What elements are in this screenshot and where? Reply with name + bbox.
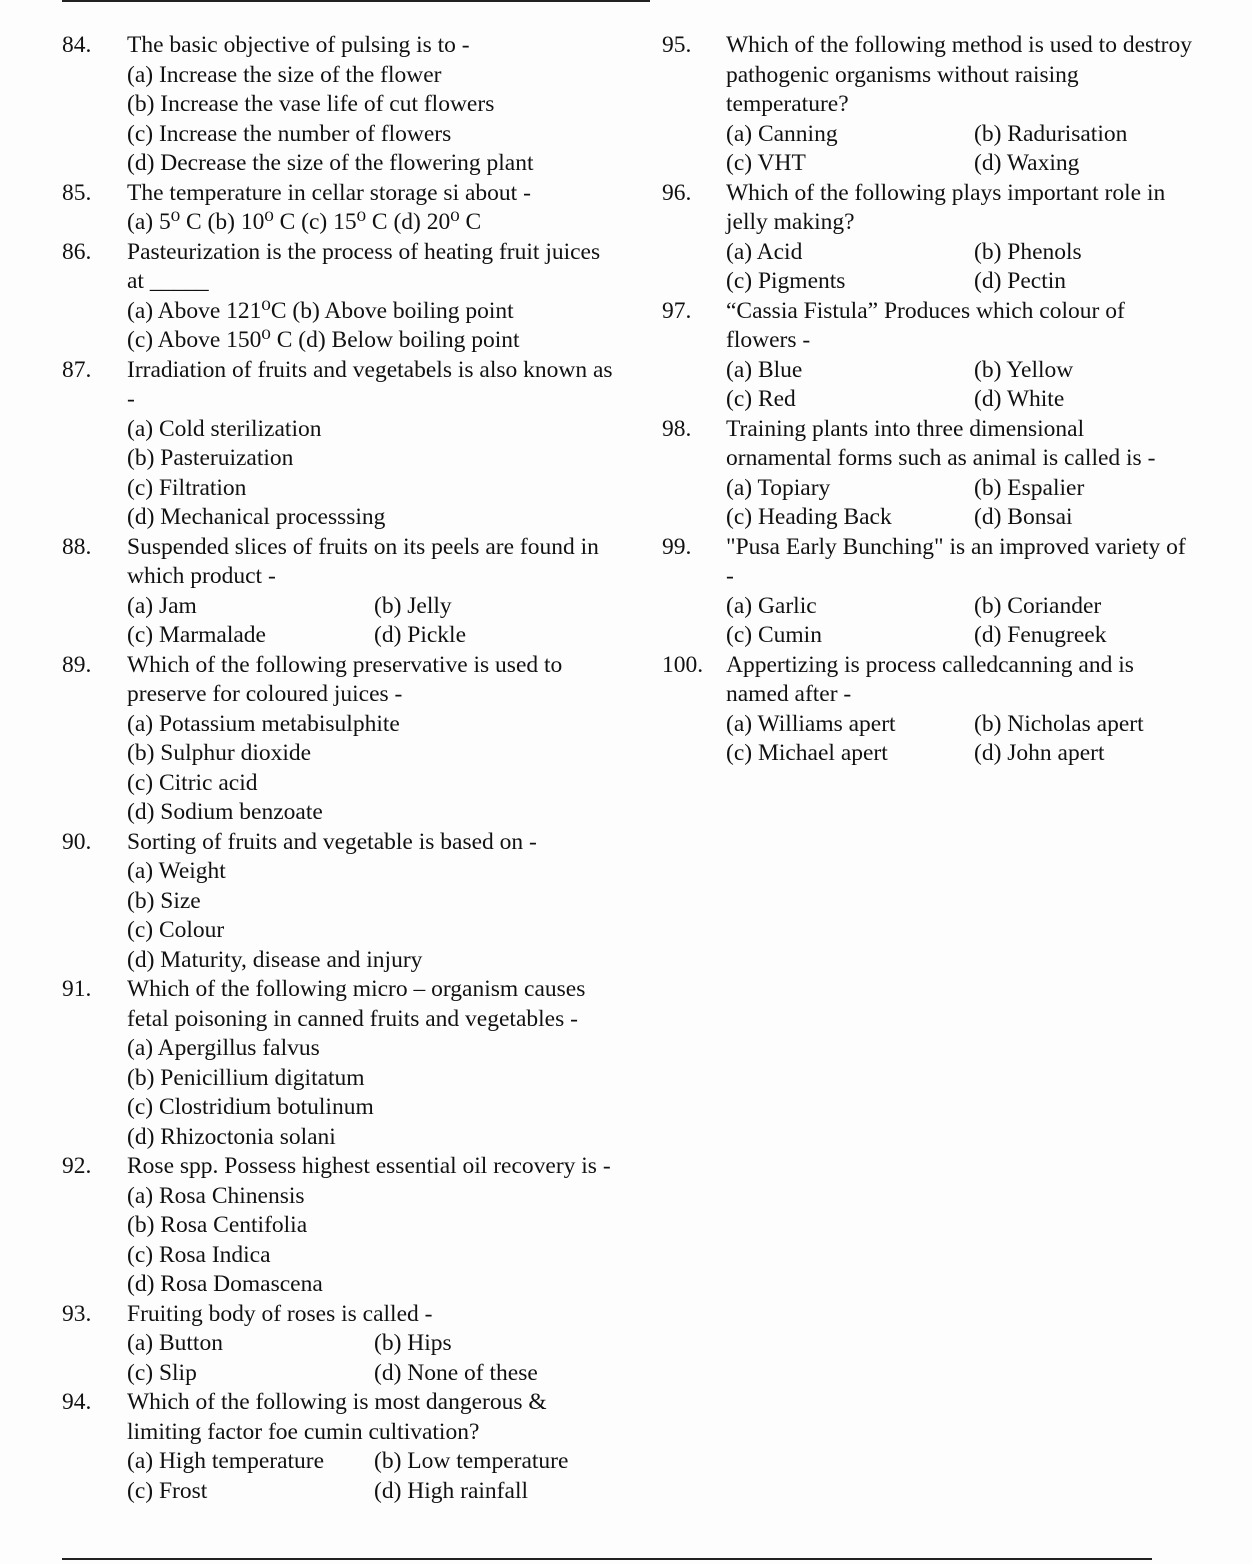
option-d: (d) Fenugreek	[974, 622, 1107, 648]
question-text: Which of the following plays important role in jelly making?	[726, 179, 1166, 235]
question-number: 92.	[62, 1153, 92, 1179]
left-column	[62, 31, 622, 1506]
question-number: 86.	[62, 238, 92, 265]
question-number: 99.	[662, 533, 692, 560]
question-number: 96.	[662, 179, 692, 206]
option-b: (b) Coriander	[974, 592, 1102, 619]
question-text: "Pusa Early Bunching" is an improved variety of -	[726, 533, 1186, 589]
question-text: Suspended slices of fruits on its peels are found in which product -	[127, 533, 599, 589]
question-text: Which of the following is most dangerous & limiting factor foe cumin cultivation?	[127, 1389, 547, 1445]
question-91	[62, 975, 622, 1152]
option-c: (c) Heading Back	[726, 504, 892, 530]
option-c: (c) Cumin	[726, 622, 822, 648]
option-c: (c) Colour	[127, 917, 225, 943]
question-text: The basic objective of pulsing is to -	[127, 32, 470, 58]
question-text: Irradiation of fruits and vegetabels is also known as -	[127, 356, 613, 412]
option-b: (b) Rosa Centifolia	[127, 1212, 308, 1238]
option-b: (b) Low temperature	[374, 1448, 569, 1474]
option-c: (c) VHT	[726, 150, 806, 176]
question-87	[62, 356, 622, 533]
option-b: (b) Increase the vase life of cut flowers	[127, 91, 495, 117]
option-a: (a) Cold sterilization	[127, 415, 322, 442]
option-b: (b) Penicillium digitatum	[127, 1064, 365, 1091]
option-c: (c) Increase the number of flowers	[127, 120, 452, 147]
option-d: (d) Mechanical processsing	[127, 504, 386, 530]
option-a: (a) Garlic	[726, 592, 817, 619]
question-number: 87.	[62, 356, 92, 383]
question-text: “Cassia Fistula” Produces which colour of flowers -	[726, 297, 1125, 353]
option-a: (a) Topiary	[726, 474, 831, 501]
option-c: (c) Filtration	[127, 474, 247, 501]
option-a: (a) Williams apert	[726, 710, 896, 737]
option-b: (b) Nicholas apert	[974, 710, 1144, 737]
option-a: (a) Jam	[127, 592, 197, 619]
option-d: (d) John apert	[974, 740, 1105, 766]
option-a: (a) Apergillus falvus	[127, 1035, 320, 1061]
question-number: 85.	[62, 179, 92, 206]
question-text: Appertizing is process calledcanning and is named after -	[726, 651, 1134, 707]
question-text: Sorting of fruits and vegetable is based on -	[127, 828, 537, 855]
question-94	[62, 1388, 622, 1506]
question-number: 84.	[62, 32, 92, 58]
option-a: (a) Canning	[726, 120, 838, 147]
option-a: (a) Weight	[127, 858, 226, 884]
option-c: (c) Red	[726, 386, 796, 412]
option-a: (a) Button	[127, 1330, 223, 1356]
options-line: (a) 5⁰ C (b) 10⁰ C (c) 15⁰ C (d) 20⁰ C	[127, 209, 482, 235]
option-d: (d) Decrease the size of the flowering plant	[127, 150, 534, 176]
option-a: (a) Blue	[726, 356, 803, 383]
question-88	[62, 533, 622, 651]
option-d: (d) Sodium benzoate	[127, 799, 323, 825]
option-b: (b) Phenols	[974, 238, 1082, 265]
question-number: 97.	[662, 297, 692, 324]
question-93	[62, 1300, 622, 1389]
option-c-d: (c) Above 150⁰ C (d) Below boiling point	[127, 327, 520, 353]
option-c: (c) Michael apert	[726, 740, 888, 766]
option-a: (a) Acid	[726, 238, 803, 265]
question-number: 90.	[62, 828, 92, 855]
question-number: 89.	[62, 651, 92, 678]
question-text: Pasteurization is the process of heating fruit juices at _____	[127, 238, 601, 294]
question-90	[62, 828, 622, 976]
option-d: (d) Rosa Domascena	[127, 1271, 323, 1297]
option-a: (a) Increase the size of the flower	[127, 61, 442, 88]
question-84	[62, 31, 622, 179]
option-d: (d) Pickle	[374, 622, 467, 648]
option-a: (a) Rosa Chinensis	[127, 1182, 305, 1209]
option-b: (b) Espalier	[974, 474, 1085, 501]
option-d: (d) Waxing	[974, 150, 1080, 176]
option-d: (d) Rhizoctonia solani	[127, 1123, 336, 1150]
question-98	[662, 415, 1192, 533]
question-text: Which of the following preservative is used to preserve for coloured juices -	[127, 651, 563, 707]
question-96	[662, 179, 1192, 297]
question-89	[62, 651, 622, 828]
right-column	[662, 31, 1192, 769]
question-95	[662, 31, 1192, 179]
option-b: (b) Jelly	[374, 592, 452, 619]
option-b: (b) Size	[127, 887, 201, 914]
question-number: 93.	[62, 1300, 92, 1327]
question-86	[62, 238, 622, 356]
question-97	[662, 297, 1192, 415]
question-85	[62, 179, 622, 238]
option-c: (c) Citric acid	[127, 769, 258, 796]
option-a: (a) High temperature	[127, 1448, 325, 1474]
question-number: 100.	[662, 651, 704, 678]
question-number: 98.	[662, 415, 692, 442]
option-c: (c) Marmalade	[127, 622, 266, 648]
question-text: Training plants into three dimensional ornamental forms such as animal is called is -	[726, 415, 1156, 471]
question-number: 94.	[62, 1389, 92, 1415]
option-c: (c) Rosa Indica	[127, 1241, 271, 1268]
option-b: (b) Pasteruization	[127, 445, 294, 471]
option-b: (b) Hips	[374, 1330, 452, 1356]
option-a: (a) Potassium metabisulphite	[127, 710, 400, 737]
option-c: (c) Frost	[127, 1477, 208, 1504]
option-d: (d) Pectin	[974, 268, 1067, 294]
option-c: (c) Clostridium botulinum	[127, 1094, 374, 1120]
question-number: 91.	[62, 976, 92, 1002]
option-a-b: (a) Above 121⁰C (b) Above boiling point	[127, 297, 514, 324]
option-b: (b) Sulphur dioxide	[127, 740, 312, 766]
option-d: (d) Maturity, disease and injury	[127, 946, 423, 973]
question-99	[662, 533, 1192, 651]
question-text: Fruiting body of roses is called -	[127, 1300, 433, 1327]
question-text: The temperature in cellar storage si about -	[127, 179, 531, 206]
question-100	[662, 651, 1192, 769]
question-text: Which of the following method is used to destroy pathogenic organisms without raising temperature?	[726, 32, 1193, 117]
question-number: 88.	[62, 533, 92, 560]
question-text: Which of the following micro – organism causes fetal poisoning in canned fruits and vegetables -	[127, 976, 586, 1032]
option-c: (c) Pigments	[726, 268, 846, 294]
option-d: (d) High rainfall	[374, 1477, 529, 1504]
option-d: (d) White	[974, 386, 1065, 412]
option-b: (b) Radurisation	[974, 120, 1128, 147]
question-text: Rose spp. Possess highest essential oil recovery is -	[127, 1153, 611, 1179]
top-rule	[62, 0, 650, 2]
option-b: (b) Yellow	[974, 356, 1074, 383]
option-d: (d) None of these	[374, 1359, 538, 1386]
question-92	[62, 1152, 622, 1300]
option-c: (c) Slip	[127, 1359, 197, 1386]
option-d: (d) Bonsai	[974, 504, 1073, 530]
bottom-rule	[62, 1558, 1152, 1560]
question-number: 95.	[662, 32, 692, 58]
